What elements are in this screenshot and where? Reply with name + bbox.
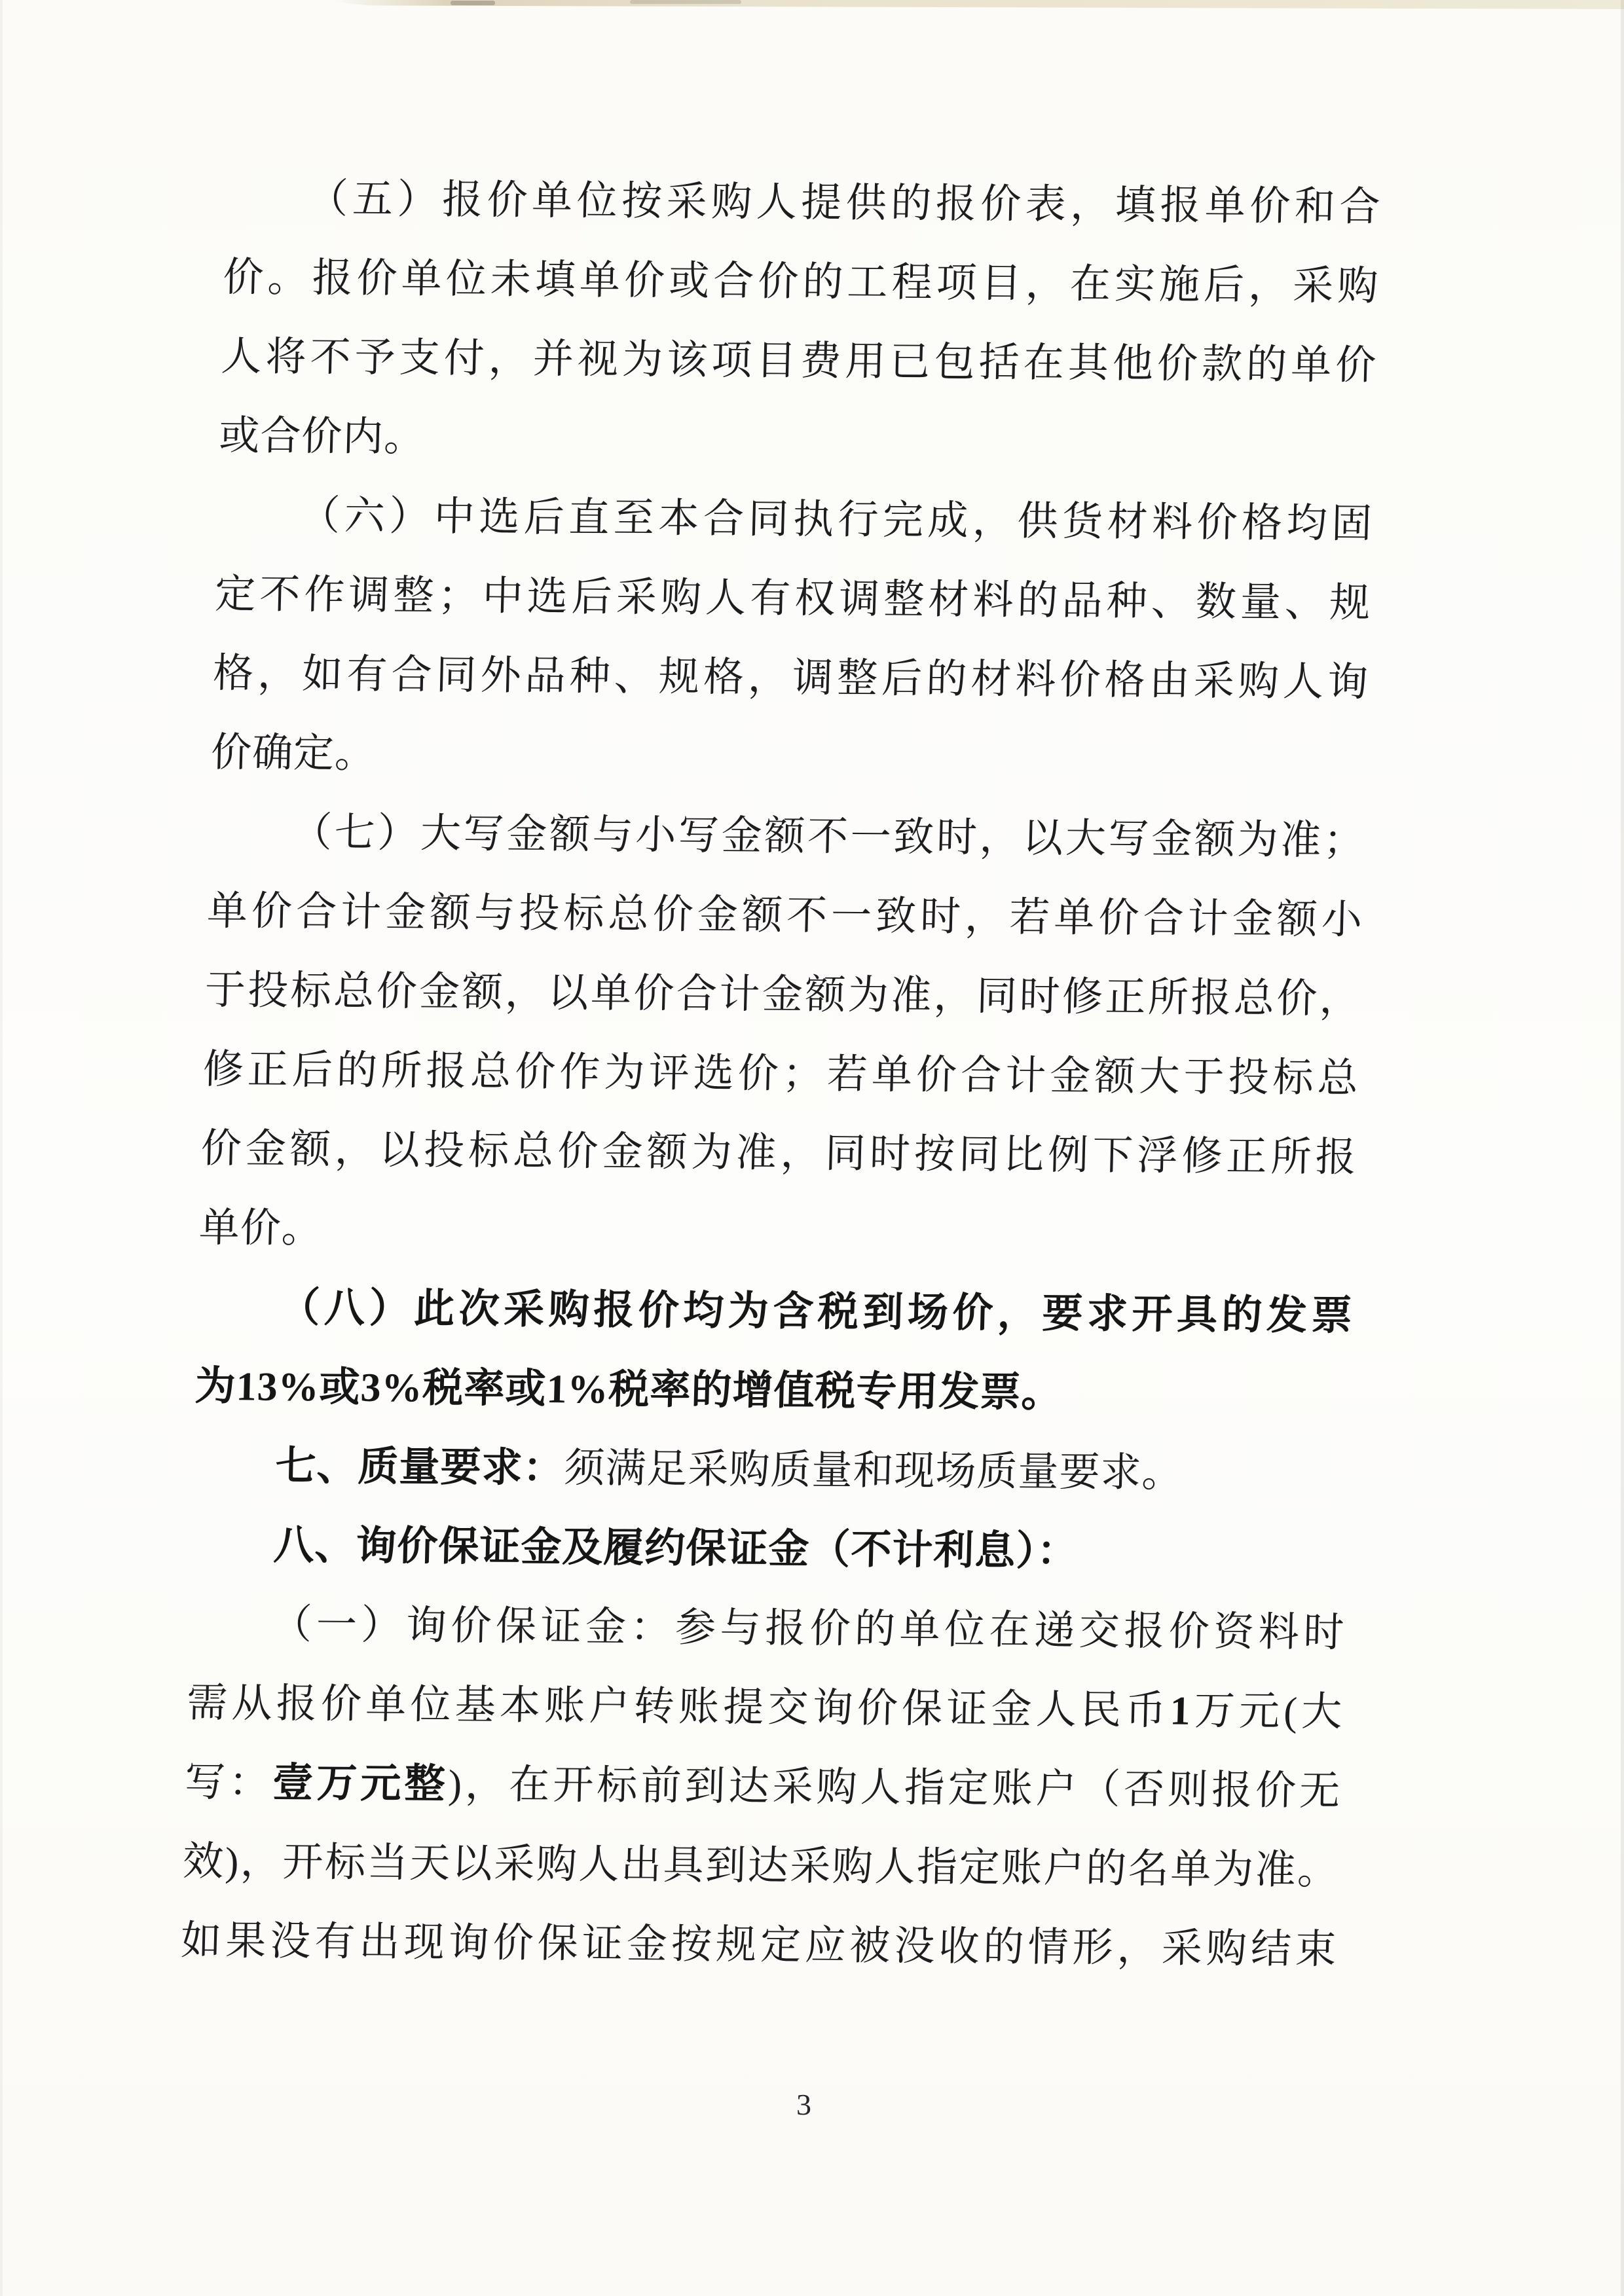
- clause-line: [186, 1664, 1344, 1753]
- clause-line: 格，如有合同外品种、规格，调整后的材料价格由采购人询: [212, 651, 1369, 705]
- section-heading-quality: 七、质量要求：: [274, 1444, 565, 1491]
- clause-line: 定不作调整；中选后采购人有权调整材料的品种、数量、规: [214, 572, 1372, 626]
- page-left-edge: [0, 0, 3, 2296]
- clause-line: 价确定。: [210, 730, 377, 776]
- clause-line: （一）询价保证金：参与报价的单位在递交报价资料时: [270, 1602, 1346, 1656]
- clause-line: 或合价内。: [218, 414, 426, 460]
- clause-line: [184, 1743, 1342, 1832]
- clause-line: 人将不予支付，并视为该项目费用已包括在其他价款的单价: [220, 335, 1378, 388]
- text-segment: 需从报价单位基本账户转账提交询价保证金人民币: [186, 1681, 1171, 1734]
- clause-line: （五）报价单位按采购人提供的报价表，填报单价和合: [306, 177, 1382, 230]
- clause-line: 价金额，以投标总价金额为准，同时按同比例下浮修正所报: [200, 1126, 1357, 1180]
- document-body: [180, 159, 1382, 1990]
- clause-line: （七）大写金额与小写金额不一致时，以大写金额为准；: [291, 810, 1365, 864]
- clause-line: 如果没有出现询价保证金按规定应被没收的情形，采购结束: [180, 1918, 1337, 1973]
- clause-line: 效)，开标当天以采购人出具到达采购人指定账户的名单为准。: [182, 1839, 1340, 1893]
- clause-line: 单价。: [198, 1205, 323, 1252]
- text-segment: 万元(大: [1190, 1688, 1344, 1735]
- text-segment: 须满足采购质量和现场质量要求。: [563, 1446, 1184, 1496]
- scan-speck: [630, 0, 741, 4]
- page-right-edge: [1621, 0, 1624, 2296]
- scan-edge-artifact: [331, 0, 1624, 9]
- amount-words: 壹万元整: [272, 1760, 449, 1807]
- amount-figure: 1: [1169, 1688, 1192, 1734]
- clause-line: 单价合计金额与投标总价金额不一致时，若单价合计金额小: [206, 888, 1363, 943]
- clause-line: [192, 1427, 1350, 1515]
- clause-line: （六）中选后直至本合同执行完成，供货材料价格均固: [299, 493, 1374, 547]
- clause-line: 修正后的所报总价作为评选价；若单价合计金额大于投标总: [202, 1047, 1359, 1101]
- clause-line: 价。报价单位未填单价或合价的工程项目，在实施后，采购: [222, 255, 1380, 309]
- clause-line-bold: 为13%或3%税率或1%税率的增值税专用发票。: [194, 1364, 1063, 1416]
- section-heading-deposit: 八、询价保证金及履约保证金（不计利息）：: [272, 1523, 1079, 1575]
- page-number: 3: [796, 2088, 811, 2121]
- scan-speck: [451, 1, 495, 5]
- clause-line-bold: （八）此次采购报价均为含税到场价，要求开具的发票: [278, 1285, 1354, 1339]
- text-segment: 写：: [184, 1760, 274, 1806]
- text-segment: )，在开标前到达采购人指定账户（否则报价无: [447, 1762, 1342, 1814]
- clause-line: 于投标总价金额，以单价合计金额为准，同时修正所报总价，: [204, 968, 1361, 1022]
